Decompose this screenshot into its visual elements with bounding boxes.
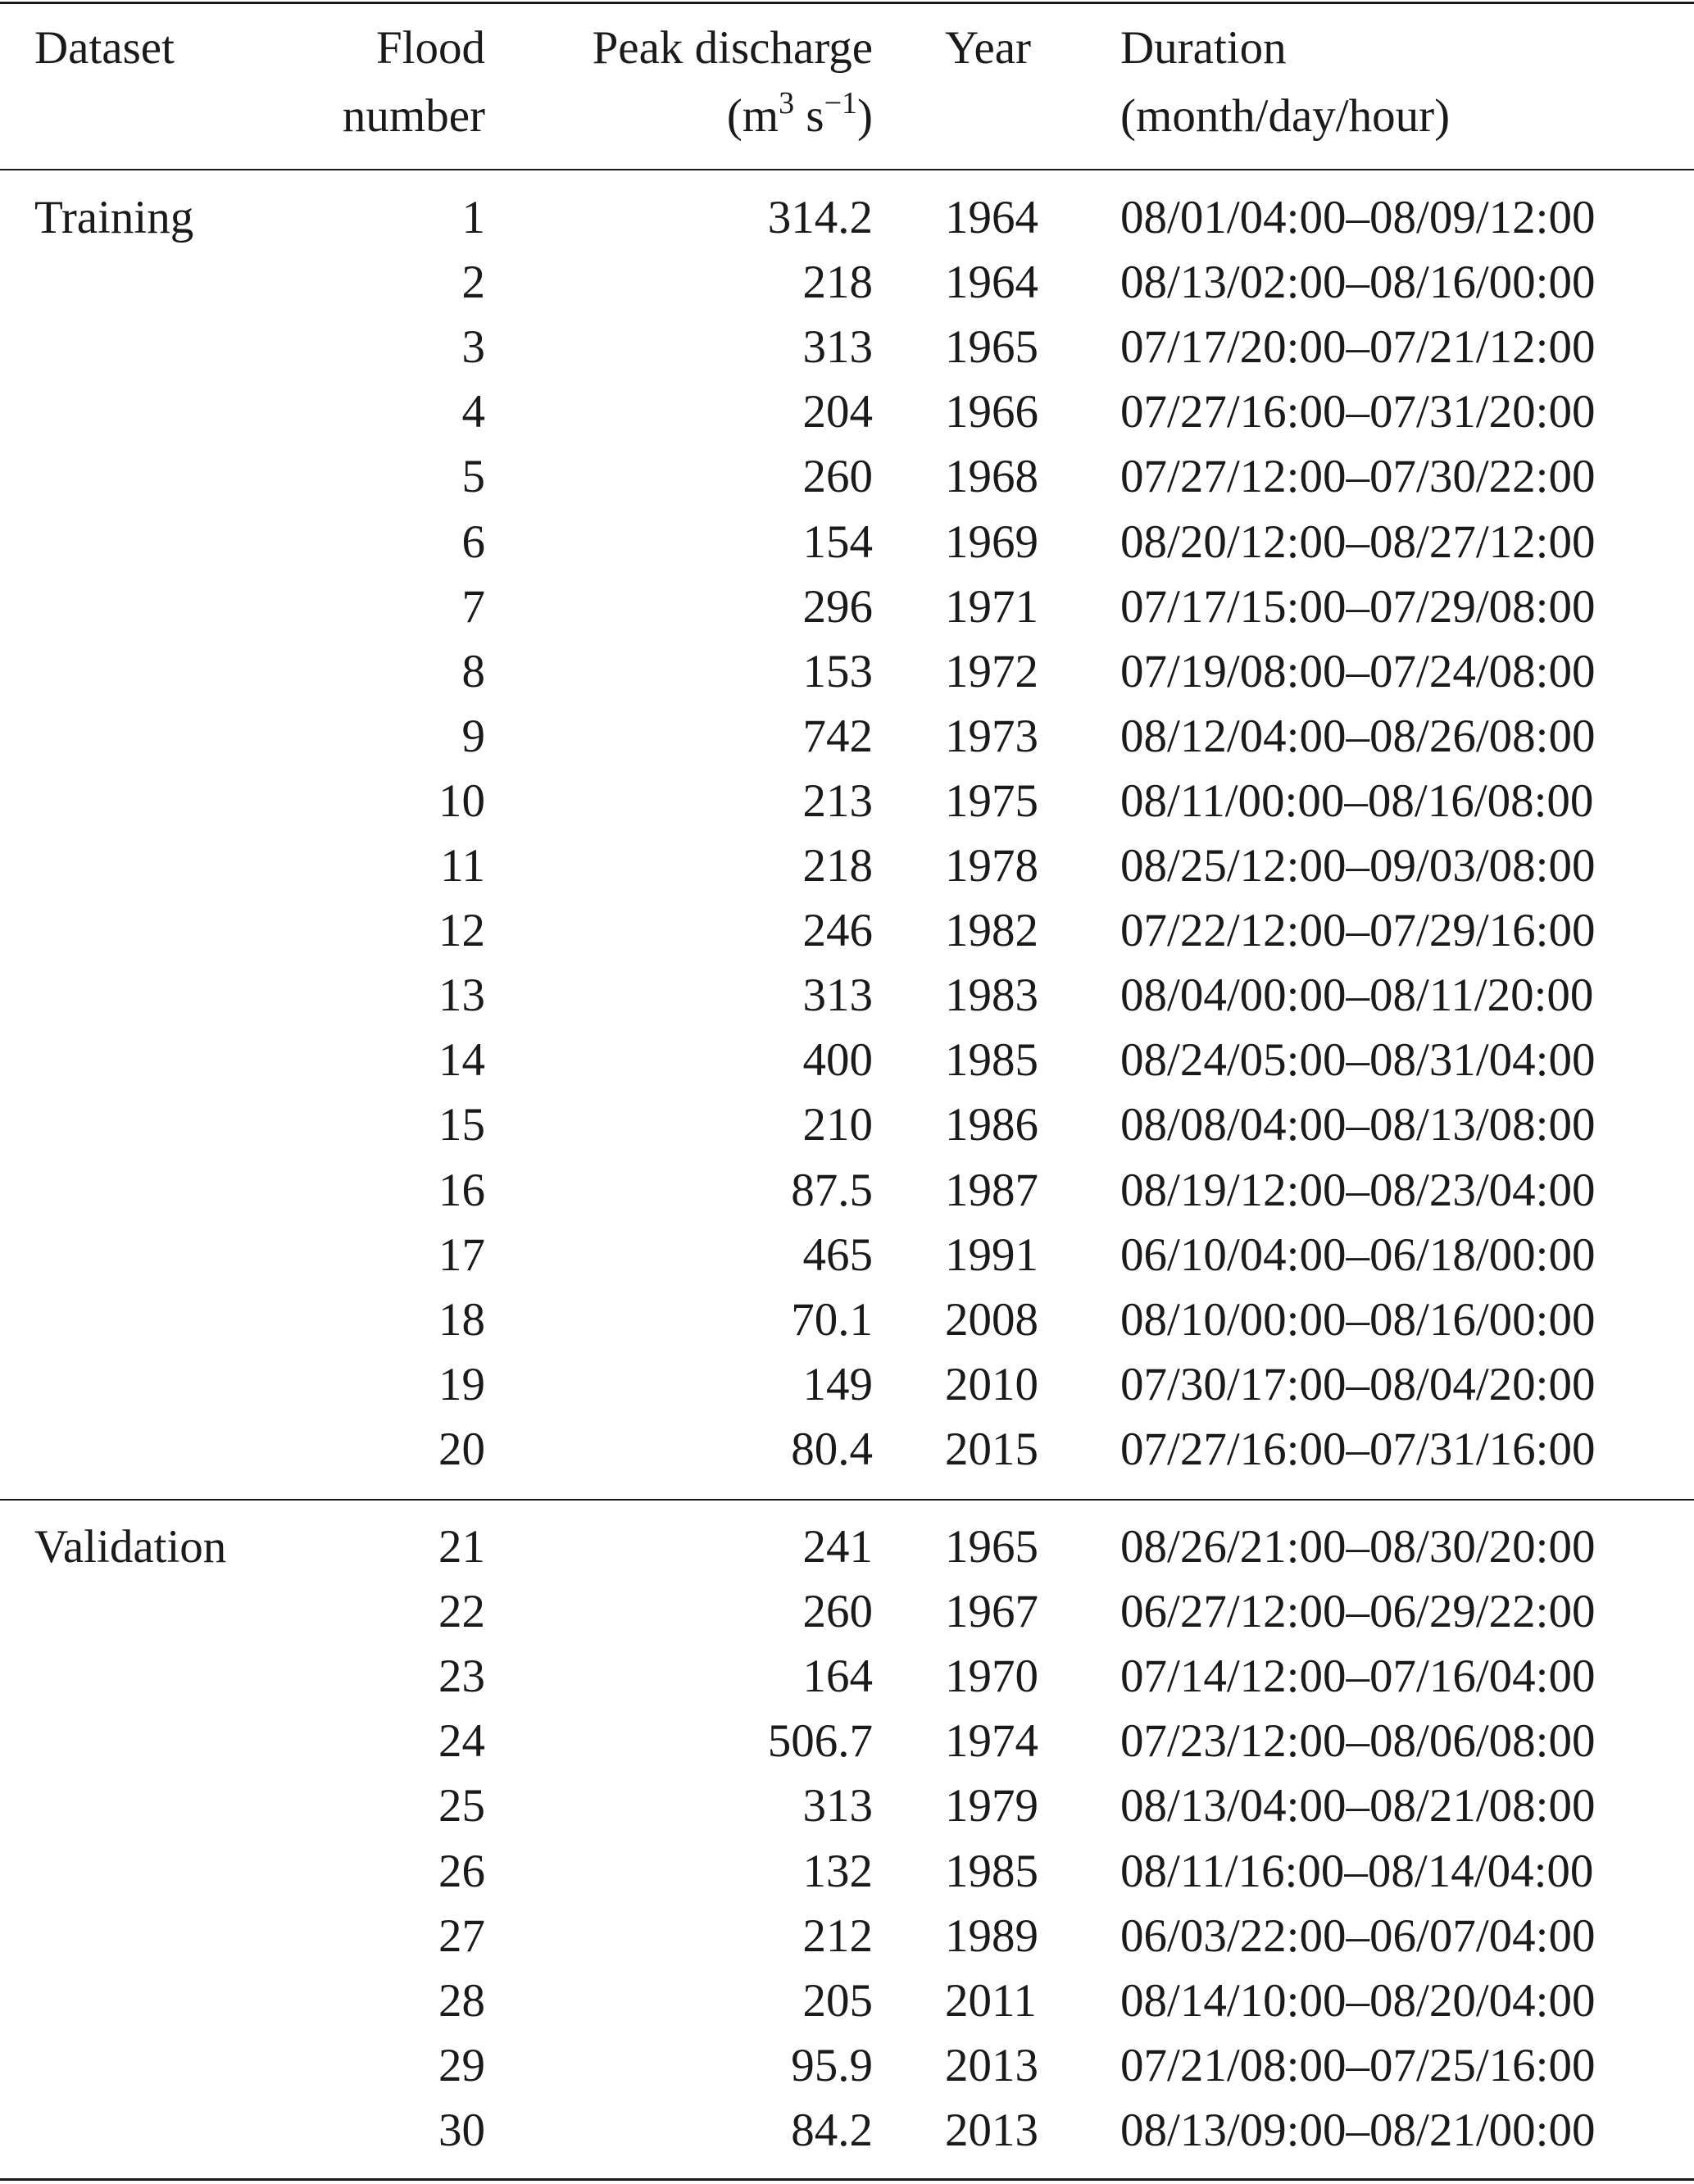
duration-cell: 08/24/05:00–08/31/04:00 bbox=[1120, 1034, 1596, 1087]
year-cell: 1964 bbox=[945, 192, 1038, 243]
year-cell: 2015 bbox=[945, 1423, 1038, 1475]
header-year: Year bbox=[945, 22, 1032, 74]
flood-number-cell: 11 bbox=[440, 840, 485, 892]
peak-discharge-cell: 465 bbox=[802, 1228, 873, 1281]
flood-number-cell: 3 bbox=[461, 321, 485, 374]
header-peak-unit-end: ) bbox=[857, 90, 873, 142]
duration-cell: 08/01/04:00–08/09/12:00 bbox=[1120, 192, 1596, 243]
duration-cell: 07/17/15:00–07/29/08:00 bbox=[1120, 580, 1596, 633]
duration-cell: 08/04/00:00–08/11/20:00 bbox=[1120, 969, 1594, 1022]
duration-cell: 08/12/04:00–08/26/08:00 bbox=[1120, 710, 1596, 762]
duration-cell: 08/13/09:00–08/21/00:00 bbox=[1120, 2104, 1596, 2156]
flood-number-cell: 17 bbox=[438, 1228, 485, 1281]
duration-cell: 08/13/04:00–08/21/08:00 bbox=[1120, 1780, 1596, 1832]
peak-discharge-cell: 313 bbox=[802, 321, 873, 374]
year-cell: 1973 bbox=[945, 710, 1038, 762]
duration-cell: 08/14/10:00–08/20/04:00 bbox=[1120, 1974, 1596, 2027]
flood-number-cell: 29 bbox=[438, 2039, 485, 2091]
peak-discharge-cell: 164 bbox=[802, 1650, 873, 1703]
year-cell: 1972 bbox=[945, 645, 1038, 697]
header-duration-line2: (month/day/hour) bbox=[1120, 90, 1451, 142]
flood-number-cell: 15 bbox=[438, 1099, 485, 1151]
peak-discharge-cell: 95.9 bbox=[791, 2039, 873, 2091]
peak-discharge-cell: 204 bbox=[802, 386, 873, 438]
top-rule bbox=[0, 2, 1694, 4]
flood-number-cell: 4 bbox=[461, 386, 485, 438]
header-peak-unit bbox=[726, 86, 873, 142]
flood-number-cell: 21 bbox=[438, 1521, 485, 1573]
peak-discharge-cell: 506.7 bbox=[767, 1715, 873, 1768]
flood-number-cell: 12 bbox=[438, 905, 485, 957]
header-dataset: Dataset bbox=[34, 22, 175, 74]
header-flood-line1: Flood bbox=[375, 22, 485, 74]
year-cell: 1974 bbox=[945, 1715, 1038, 1768]
flood-number-cell: 16 bbox=[438, 1164, 485, 1216]
peak-discharge-cell: 212 bbox=[802, 1909, 873, 1962]
duration-cell: 07/27/12:00–07/30/22:00 bbox=[1120, 451, 1596, 503]
year-cell: 1971 bbox=[945, 580, 1038, 633]
year-cell: 2013 bbox=[945, 2104, 1038, 2156]
year-cell: 1965 bbox=[945, 1521, 1038, 1573]
header-rule bbox=[0, 169, 1694, 170]
bottom-rule bbox=[0, 2178, 1694, 2181]
year-cell: 1985 bbox=[945, 1845, 1038, 1897]
flood-number-cell: 30 bbox=[438, 2104, 485, 2156]
peak-discharge-cell: 205 bbox=[802, 1974, 873, 2027]
flood-number-cell: 19 bbox=[438, 1358, 485, 1410]
peak-discharge-cell: 260 bbox=[802, 1586, 873, 1638]
peak-discharge-cell: 87.5 bbox=[791, 1164, 873, 1216]
peak-discharge-cell: 218 bbox=[802, 257, 873, 309]
peak-discharge-cell: 80.4 bbox=[791, 1423, 873, 1475]
duration-cell: 08/26/21:00–08/30/20:00 bbox=[1120, 1521, 1596, 1573]
flood-number-cell: 9 bbox=[461, 710, 485, 762]
year-cell: 1987 bbox=[945, 1164, 1038, 1216]
year-cell: 1968 bbox=[945, 451, 1038, 503]
duration-cell: 07/17/20:00–07/21/12:00 bbox=[1120, 321, 1596, 374]
year-cell: 1965 bbox=[945, 321, 1038, 374]
flood-number-cell: 18 bbox=[438, 1293, 485, 1346]
year-cell: 1970 bbox=[945, 1650, 1038, 1703]
year-cell: 1964 bbox=[945, 257, 1038, 309]
duration-cell: 06/03/22:00–06/07/04:00 bbox=[1120, 1909, 1596, 1962]
year-cell: 1979 bbox=[945, 1780, 1038, 1832]
year-cell: 2008 bbox=[945, 1293, 1038, 1346]
duration-cell: 08/08/04:00–08/13/08:00 bbox=[1120, 1099, 1596, 1151]
year-cell: 2011 bbox=[945, 1974, 1037, 2027]
peak-discharge-cell: 314.2 bbox=[767, 192, 873, 243]
flood-number-cell: 25 bbox=[438, 1780, 485, 1832]
year-cell: 1967 bbox=[945, 1586, 1038, 1638]
peak-discharge-cell: 210 bbox=[802, 1099, 873, 1151]
peak-discharge-cell: 132 bbox=[802, 1845, 873, 1897]
flood-number-cell: 7 bbox=[461, 580, 485, 633]
year-cell: 1983 bbox=[945, 969, 1038, 1022]
duration-cell: 08/11/00:00–08/16/08:00 bbox=[1120, 774, 1594, 827]
year-cell: 1966 bbox=[945, 386, 1038, 438]
peak-discharge-cell: 213 bbox=[802, 774, 873, 827]
year-cell: 1986 bbox=[945, 1099, 1038, 1151]
flood-number-cell: 1 bbox=[461, 192, 485, 243]
peak-discharge-cell: 149 bbox=[802, 1358, 873, 1410]
flood-number-cell: 27 bbox=[438, 1909, 485, 1962]
flood-number-cell: 22 bbox=[438, 1586, 485, 1638]
flood-number-cell: 20 bbox=[438, 1423, 485, 1475]
year-cell: 1989 bbox=[945, 1909, 1038, 1962]
duration-cell: 06/10/04:00–06/18/00:00 bbox=[1120, 1228, 1596, 1281]
peak-discharge-cell: 400 bbox=[802, 1034, 873, 1087]
flood-number-cell: 24 bbox=[438, 1715, 485, 1768]
flood-number-cell: 13 bbox=[438, 969, 485, 1022]
peak-discharge-cell: 218 bbox=[802, 840, 873, 892]
group-label-training: Training bbox=[34, 192, 194, 243]
duration-cell: 08/25/12:00–09/03/08:00 bbox=[1120, 840, 1596, 892]
header-peak-unit-base: (m bbox=[726, 90, 779, 142]
flood-number-cell: 14 bbox=[438, 1034, 485, 1087]
year-cell: 1985 bbox=[945, 1034, 1038, 1087]
peak-discharge-cell: 84.2 bbox=[791, 2104, 873, 2156]
year-cell: 1978 bbox=[945, 840, 1038, 892]
peak-discharge-cell: 742 bbox=[802, 710, 873, 762]
header-duration-line1: Duration bbox=[1120, 22, 1287, 74]
duration-cell: 07/19/08:00–07/24/08:00 bbox=[1120, 645, 1596, 697]
year-cell: 2010 bbox=[945, 1358, 1038, 1410]
year-cell: 2013 bbox=[945, 2039, 1038, 2091]
flood-number-cell: 6 bbox=[461, 515, 485, 568]
duration-cell: 07/14/12:00–07/16/04:00 bbox=[1120, 1650, 1596, 1703]
year-cell: 1991 bbox=[945, 1228, 1038, 1281]
peak-discharge-cell: 313 bbox=[802, 969, 873, 1022]
flood-number-cell: 5 bbox=[461, 451, 485, 503]
duration-cell: 07/27/16:00–07/31/20:00 bbox=[1120, 386, 1596, 438]
duration-cell: 07/22/12:00–07/29/16:00 bbox=[1120, 905, 1596, 957]
header-flood-line2: number bbox=[342, 90, 485, 142]
peak-discharge-cell: 260 bbox=[802, 451, 873, 503]
duration-cell: 07/21/08:00–07/25/16:00 bbox=[1120, 2039, 1596, 2091]
peak-discharge-cell: 296 bbox=[802, 580, 873, 633]
header-peak-line1: Peak discharge bbox=[592, 22, 873, 74]
duration-cell: 06/27/12:00–06/29/22:00 bbox=[1120, 1586, 1596, 1638]
peak-discharge-cell: 246 bbox=[802, 905, 873, 957]
year-cell: 1969 bbox=[945, 515, 1038, 568]
flood-number-cell: 10 bbox=[438, 774, 485, 827]
group-separator-rule bbox=[0, 1499, 1694, 1501]
duration-cell: 08/19/12:00–08/23/04:00 bbox=[1120, 1164, 1596, 1216]
header-peak-unit-exp1: 3 bbox=[779, 86, 795, 120]
duration-cell: 08/11/16:00–08/14/04:00 bbox=[1120, 1845, 1594, 1897]
duration-cell: 07/27/16:00–07/31/16:00 bbox=[1120, 1423, 1596, 1475]
duration-cell: 08/10/00:00–08/16/00:00 bbox=[1120, 1293, 1596, 1346]
duration-cell: 08/20/12:00–08/27/12:00 bbox=[1120, 515, 1596, 568]
year-cell: 1975 bbox=[945, 774, 1038, 827]
duration-cell: 07/30/17:00–08/04/20:00 bbox=[1120, 1358, 1596, 1410]
peak-discharge-cell: 153 bbox=[802, 645, 873, 697]
peak-discharge-cell: 313 bbox=[802, 1780, 873, 1832]
flood-number-cell: 23 bbox=[438, 1650, 485, 1703]
header-peak-unit-exp2: −1 bbox=[824, 86, 858, 120]
flood-number-cell: 26 bbox=[438, 1845, 485, 1897]
year-cell: 1982 bbox=[945, 905, 1038, 957]
duration-cell: 08/13/02:00–08/16/00:00 bbox=[1120, 257, 1596, 309]
flood-number-cell: 8 bbox=[461, 645, 485, 697]
peak-discharge-cell: 241 bbox=[802, 1521, 873, 1573]
duration-cell: 07/23/12:00–08/06/08:00 bbox=[1120, 1715, 1596, 1768]
flood-number-cell: 2 bbox=[461, 257, 485, 309]
flood-number-cell: 28 bbox=[438, 1974, 485, 2027]
header-peak-unit-mid: s bbox=[794, 90, 824, 142]
group-label-validation: Validation bbox=[34, 1521, 227, 1573]
peak-discharge-cell: 154 bbox=[802, 515, 873, 568]
peak-discharge-cell: 70.1 bbox=[791, 1293, 873, 1346]
